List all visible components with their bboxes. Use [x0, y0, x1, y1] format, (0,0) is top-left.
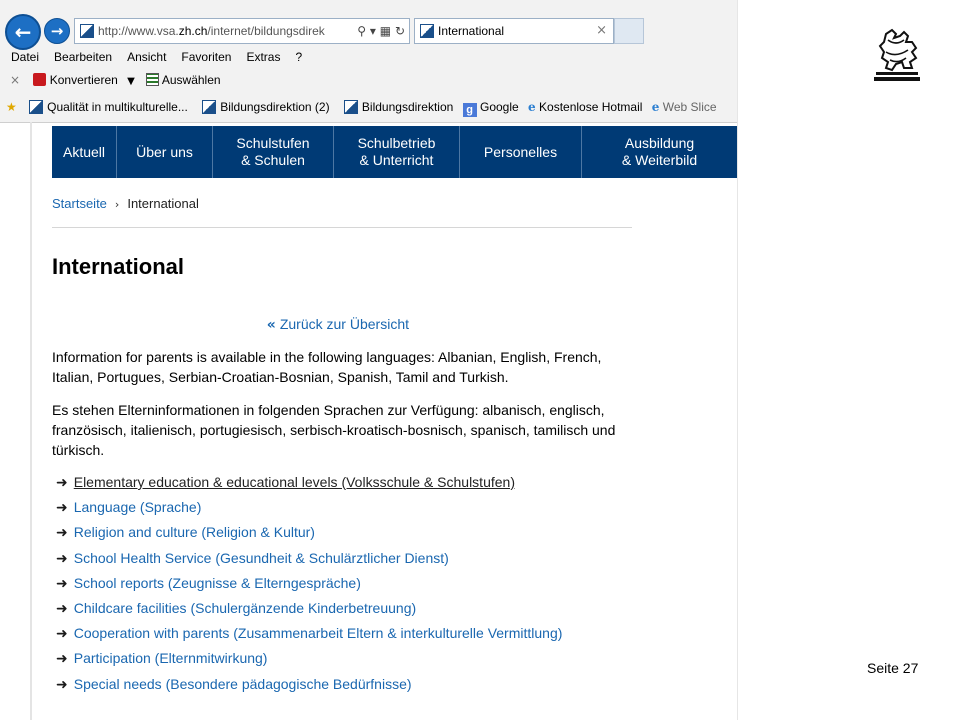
convert-button[interactable]: Konvertieren — [33, 73, 117, 87]
search-icon[interactable]: ⚲ — [357, 24, 367, 38]
url-text: http://www.vsa.zh.ch/internet/bildungsdirek — [98, 24, 325, 38]
list-item — [56, 497, 562, 522]
ie-icon: e — [651, 100, 660, 114]
dropdown-icon[interactable]: ▾ — [369, 24, 376, 38]
arrow-right-icon: ➜ — [56, 500, 68, 517]
arrow-right-icon: ➜ — [56, 575, 68, 592]
menu-datei[interactable]: Datei — [11, 50, 40, 64]
select-button[interactable]: Auswählen — [146, 73, 220, 87]
menu-favoriten[interactable]: Favoriten — [181, 50, 232, 64]
arrow-right-icon: ➜ — [56, 676, 68, 693]
list-item — [56, 623, 562, 648]
tab-favicon — [420, 24, 434, 38]
favorite-item-hotmail[interactable]: e Kostenlose Hotmail — [528, 100, 643, 114]
divider — [52, 227, 632, 228]
refresh-icon[interactable]: ↻ — [394, 24, 405, 38]
link-religion-culture[interactable]: Religion and culture (Religion & Kultur) — [73, 524, 315, 541]
favorite-item-web-slice[interactable]: e Web Slice — [651, 100, 717, 114]
main-navigation — [52, 126, 737, 178]
favorite-item-google[interactable]: g Google — [463, 100, 519, 114]
favorite-item-quality[interactable]: Qualität in multikulturelle... — [24, 100, 188, 114]
link-cooperation-parents[interactable]: Cooperation with parents (Zusammenarbeit Eltern & interkulturelle Vermittlung) — [73, 625, 563, 642]
bookmark-favicon — [202, 100, 216, 114]
list-item — [56, 548, 562, 573]
menu-ansicht[interactable]: Ansicht — [127, 50, 167, 64]
intro-german: Es stehen Elterninformationen in folgenden Sprachen zur Verfügung: albanisch, englisch, französisch, italienisch, portugiesisch, serbisch-kroatisch-bosnisch, spanisch, tamilisch und türkisch. — [52, 402, 616, 458]
back-to-overview-link[interactable] — [267, 316, 409, 333]
menu-bar — [0, 48, 306, 68]
topic-link-list — [56, 472, 562, 699]
nav-ueber-uns[interactable]: Über uns — [117, 126, 213, 178]
back-button[interactable]: ← — [5, 14, 41, 50]
close-tab-icon[interactable]: × — [596, 23, 607, 38]
compat-icon[interactable]: ▦ — [379, 24, 392, 38]
nav-ausbildung[interactable]: Ausbildung & Weiterbild — [621, 135, 698, 168]
address-bar[interactable] — [74, 18, 410, 44]
list-item — [56, 573, 562, 598]
slide-page-number: Seite 27 — [867, 660, 919, 676]
arrow-right-icon: ➜ — [56, 550, 68, 567]
link-childcare[interactable]: Childcare facilities (Schulergänzende Kinderbetreuung) — [73, 599, 417, 616]
canton-zurich-lion-logo — [872, 28, 922, 84]
tab-international[interactable] — [414, 18, 614, 44]
select-icon — [146, 73, 159, 86]
nav-aktuell[interactable]: Aktuell — [52, 126, 117, 178]
menu-help[interactable]: ? — [295, 50, 303, 64]
nav-schulstufen[interactable]: Schulstufen & Schulen — [213, 126, 334, 178]
arrow-right-icon: ➜ — [56, 600, 68, 617]
address-bar-icons — [357, 19, 405, 43]
link-school-health[interactable]: School Health Service (Gesundheit & Schulärztlicher Dienst) — [73, 549, 449, 566]
nav-personelles[interactable]: Personelles — [460, 126, 582, 178]
list-item — [56, 472, 562, 497]
menu-bearbeiten[interactable]: Bearbeiten — [54, 50, 113, 64]
arrow-right-icon: ➜ — [56, 626, 68, 643]
convert-dropdown-icon[interactable]: ▼ — [127, 76, 135, 87]
command-bar — [0, 70, 221, 90]
page-title: International — [52, 254, 185, 279]
favorite-item-bildungsdirektion-2[interactable]: Bildungsdirektion (2) — [197, 100, 329, 114]
google-icon: g — [463, 103, 477, 117]
breadcrumb-home[interactable]: Startseite — [52, 196, 107, 211]
favorite-item-bildungsdirektion[interactable]: Bildungsdirektion — [339, 100, 453, 114]
ie-icon: e — [528, 100, 536, 114]
link-school-reports[interactable]: School reports (Zeugnisse & Elterngespräche) — [73, 574, 361, 591]
close-toolbar-icon[interactable]: × — [10, 73, 21, 87]
pdf-icon — [33, 73, 46, 86]
list-item — [56, 522, 562, 547]
bookmark-favicon — [344, 100, 358, 114]
favorites-bar — [0, 97, 737, 117]
page-left-rule — [30, 122, 32, 720]
intro-english: Information for parents is available in the following languages: Albanian, English, French, Italian, Portugues, Serbian-Croatian-Bosnian, Spanish, Tamil and Turkish. — [52, 349, 602, 385]
new-tab-button[interactable] — [614, 18, 644, 44]
bookmark-favicon — [29, 100, 43, 114]
arrow-right-icon: ➜ — [56, 525, 68, 542]
link-elementary-education[interactable]: Elementary education & educational levels (Volksschule & Schulstufen) — [73, 474, 515, 490]
nav-schulbetrieb[interactable]: Schulbetrieb & Unterricht — [334, 126, 460, 178]
menu-extras[interactable]: Extras — [246, 50, 281, 64]
site-favicon — [80, 24, 94, 38]
list-item — [56, 598, 562, 623]
favorites-star-icon[interactable]: ★ — [6, 100, 17, 114]
browser-chrome — [0, 0, 737, 123]
list-item — [56, 674, 562, 699]
link-special-needs[interactable]: Special needs (Besondere pädagogische Bedürfnisse) — [73, 675, 412, 692]
arrow-right-icon: ➜ — [56, 475, 68, 491]
breadcrumb — [52, 196, 199, 211]
link-participation[interactable]: Participation (Elternmitwirkung) — [73, 650, 268, 667]
link-language[interactable]: Language (Sprache) — [73, 499, 202, 516]
list-item — [56, 648, 562, 673]
tab-title: International — [438, 24, 505, 38]
breadcrumb-current: International — [127, 196, 199, 211]
double-chevron-left-icon: « — [266, 317, 276, 333]
forward-button[interactable]: → — [44, 18, 70, 44]
breadcrumb-separator: › — [114, 198, 120, 211]
back-link-label: Zurück zur Übersicht — [279, 316, 409, 332]
arrow-right-icon: ➜ — [56, 651, 68, 668]
